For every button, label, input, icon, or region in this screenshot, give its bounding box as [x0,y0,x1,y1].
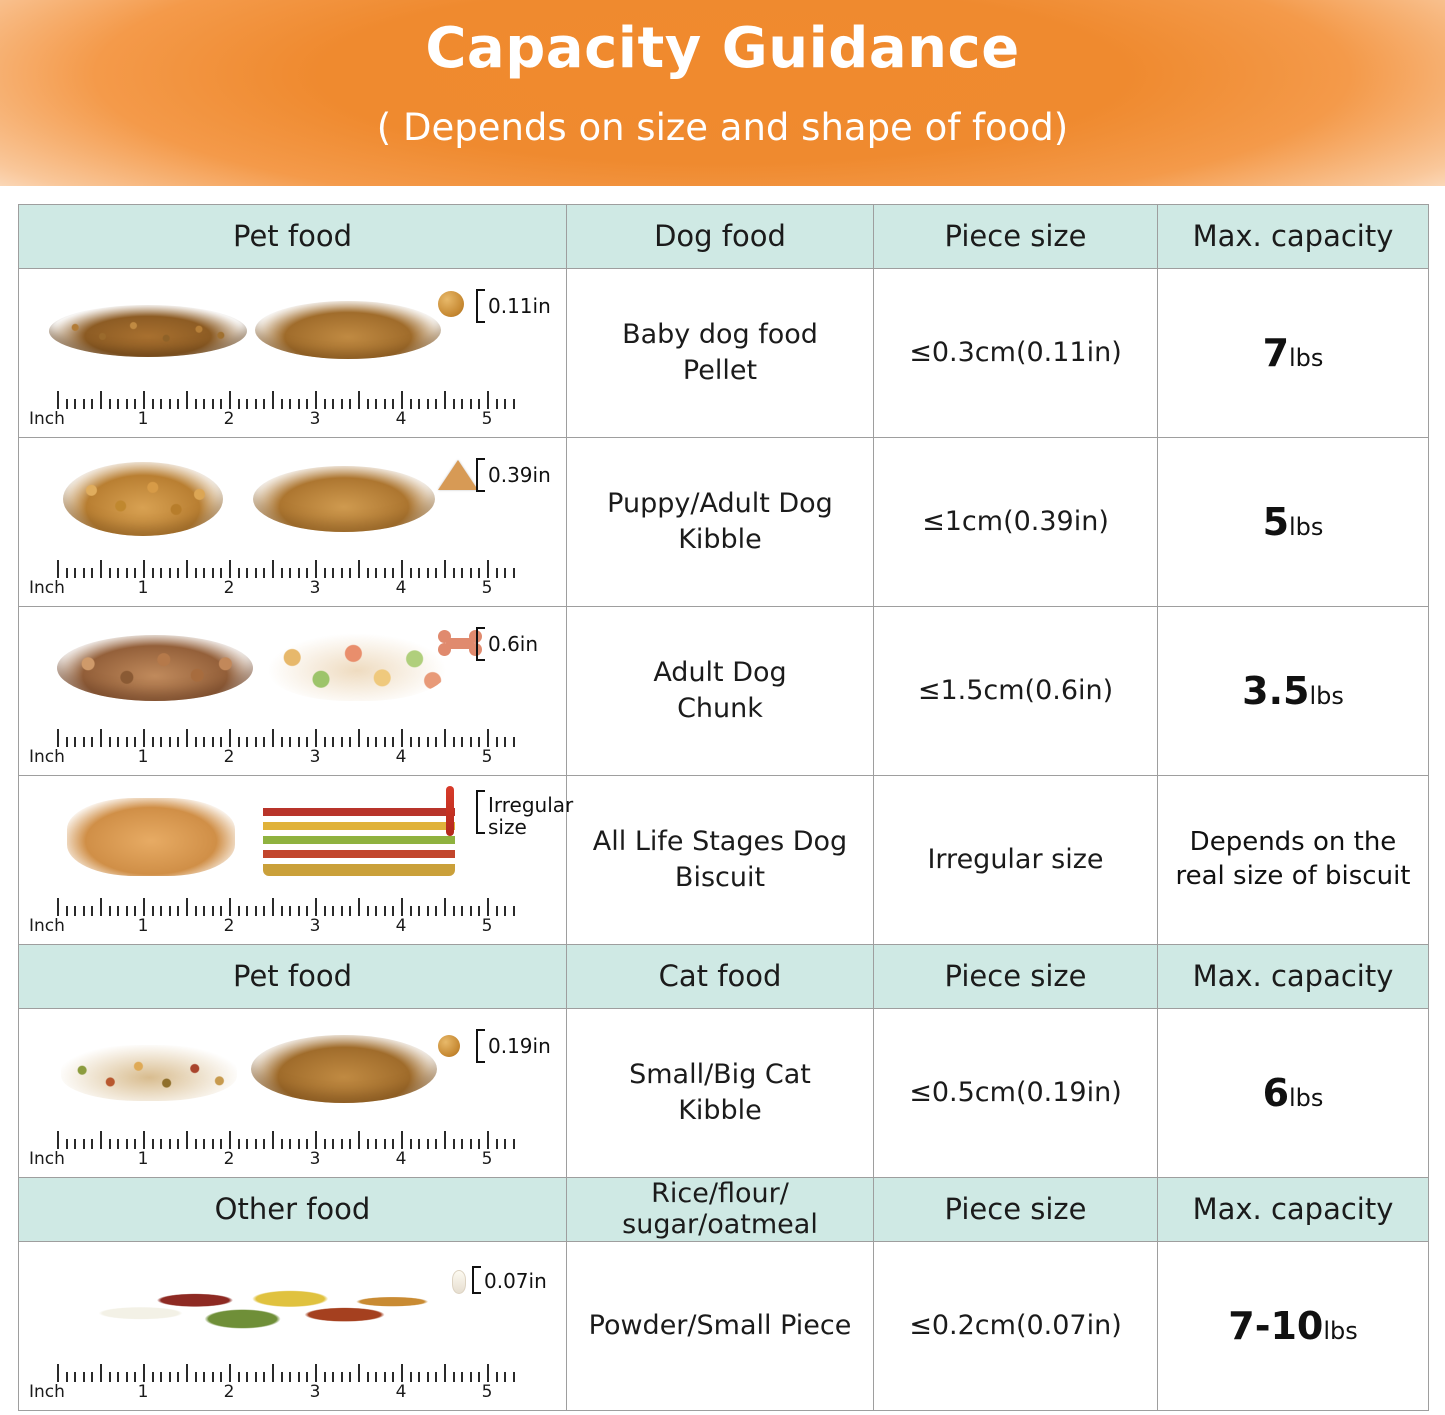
header-dog-food: Dog food [567,205,874,269]
piece-size-label: 0.07in [484,1269,547,1293]
ruler-unit-label: Inch [29,747,65,767]
sample-cell [19,607,567,776]
piece-size-cell: ≤0.5cm(0.19in) [874,1009,1158,1178]
header-max-capacity: Max. capacity [1158,205,1429,269]
ruler-ticks [57,387,550,409]
food-sticks-photo [263,802,455,876]
red-stick-icon [446,786,454,836]
sample-photo-group [19,1242,566,1410]
food-name-line1: Puppy/Adult Dog [607,487,833,519]
capacity-value: 5 [1262,500,1290,544]
ruler-label-2: 2 [223,578,235,598]
food-name-cell [567,1242,874,1411]
food-pile-photo [67,798,235,876]
piece-size-indicator [438,448,558,538]
ruler-label-2: 2 [223,747,235,767]
ruler-label-4: 4 [395,578,407,598]
ruler-label-2: 2 [223,1382,235,1402]
ruler-labels [29,747,550,767]
food-speckle [57,313,239,349]
food-speckle [67,643,243,695]
food-name-line2: Kibble [678,1095,762,1126]
measure-bracket-icon [476,790,485,834]
ruler-label-5: 5 [481,1382,493,1402]
section-header-dog-food [19,205,1429,269]
ruler-ticks [57,894,550,916]
piece-size-cell: Irregular size [874,776,1158,945]
header-other-food: Other food [19,1178,567,1242]
ruler-labels [29,1382,550,1402]
section-header-cat-food [19,945,1429,1009]
food-name-cell [567,438,874,607]
ruler-label-4: 4 [395,1382,407,1402]
grain-seed-icon [452,1270,466,1294]
capacity-unit: lbs [1289,513,1324,541]
ruler-label-2: 2 [223,409,235,429]
piece-size-cell: ≤0.3cm(0.11in) [874,269,1158,438]
ruler-label-2: 2 [223,1149,235,1169]
header-max-capacity: Max. capacity [1158,1178,1429,1242]
ruler-ticks [57,1127,550,1149]
table-row [19,1009,1429,1178]
ruler-unit-label: Inch [29,1149,65,1169]
ruler-label-5: 5 [481,578,493,598]
food-name-line1: Powder/Small Piece [588,1309,852,1341]
ruler-label-5: 5 [481,747,493,767]
piece-size-cell: ≤1cm(0.39in) [874,438,1158,607]
header-cat-food: Cat food [567,945,874,1009]
header-max-capacity: Max. capacity [1158,945,1429,1009]
sample-photo-group [19,776,574,944]
capacity-table-wrap [18,204,1428,1411]
piece-size-indicator [438,1019,558,1109]
header-rice-flour-line2: sugar/oatmeal [622,1208,818,1240]
capacity-cell [1158,776,1429,945]
ruler-label-3: 3 [309,578,321,598]
piece-size-indicator [438,786,574,876]
measure-bracket-icon [476,627,485,661]
piece-size-label: 0.6in [488,632,539,656]
ruler-label-1: 1 [137,1149,149,1169]
capacity-cell [1158,607,1429,776]
sample-photo-group [19,269,566,437]
capacity-note-line1: Depends on the [1189,827,1397,858]
round-pellet-icon [438,1035,460,1057]
header-rice-flour-line1: Rice/flour/ [651,1178,789,1210]
table-row [19,607,1429,776]
ruler [29,894,550,940]
ruler-unit-label: Inch [29,1382,65,1402]
capacity-note-line2: real size of biscuit [1175,861,1411,891]
piece-size-label-line1: Irregular [488,793,574,817]
header-piece-size: Piece size [874,945,1158,1009]
ruler-labels [29,1149,550,1169]
ruler-label-5: 5 [481,916,493,936]
piece-size-label: 0.19in [488,1034,551,1058]
food-name-line2: Pellet [682,355,758,386]
food-pile-photo [61,1045,237,1101]
ruler-ticks [57,556,550,578]
measure-bracket-icon [476,1029,485,1063]
ruler [29,387,550,433]
sample-cell [19,1009,567,1178]
ruler-label-3: 3 [309,916,321,936]
piece-size-label-line2: size [488,815,527,839]
piece-size-label: 0.39in [488,463,551,487]
capacity-unit: lbs [1289,344,1324,372]
food-name-cell [567,1009,874,1178]
food-name-cell [567,776,874,945]
ruler-label-2: 2 [223,916,235,936]
capacity-value: 7 [1262,331,1290,375]
food-name-line1: Adult Dog [653,656,787,688]
piece-size-cell: ≤1.5cm(0.6in) [874,607,1158,776]
ruler-label-5: 5 [481,1149,493,1169]
ruler-label-1: 1 [137,916,149,936]
ruler-label-3: 3 [309,1382,321,1402]
food-pile-photo [253,466,435,532]
table-row [19,438,1429,607]
food-name-line1: Small/Big Cat [629,1058,811,1090]
ruler-label-1: 1 [137,409,149,429]
page-subtitle: ( Depends on size and shape of food) [376,106,1069,149]
piece-size-indicator [438,1252,558,1342]
ruler-label-4: 4 [395,916,407,936]
capacity-value: 7-10 [1228,1304,1324,1348]
ruler [29,556,550,602]
sample-photo-group [19,1009,566,1177]
triangle-kibble-icon [438,460,478,490]
ruler-ticks [57,725,550,747]
sample-cell [19,776,574,945]
capacity-unit: lbs [1323,1317,1358,1345]
food-pile-photo [255,301,441,359]
ruler-label-1: 1 [137,747,149,767]
ruler-unit-label: Inch [29,916,65,936]
page-header [0,0,1445,186]
piece-size-indicator [438,617,558,707]
food-name-cell [567,269,874,438]
piece-size-indicator [438,279,558,369]
ruler-label-3: 3 [309,1149,321,1169]
table-row [19,1242,1429,1411]
capacity-cell [1158,438,1429,607]
sample-cell [19,269,567,438]
sample-cell [19,1242,567,1411]
ruler [29,725,550,771]
table-row [19,269,1429,438]
food-pile-photo [267,633,447,701]
ruler-labels [29,916,550,936]
measure-bracket-icon [472,1266,481,1294]
capacity-value: 6 [1262,1071,1290,1115]
food-speckle [71,470,217,528]
piece-size-label [488,794,573,838]
section-header-other-food [19,1178,1429,1242]
sample-photo-group [19,607,566,775]
header-pet-food: Pet food [19,945,567,1009]
ruler-label-4: 4 [395,747,407,767]
ruler-unit-label: Inch [29,409,65,429]
capacity-table [18,204,1429,1411]
header-piece-size: Piece size [874,1178,1158,1242]
capacity-unit: lbs [1309,682,1344,710]
food-name-line1: All Life Stages Dog [592,825,848,857]
ruler-label-4: 4 [395,1149,407,1169]
food-name-line2: Kibble [678,524,762,555]
ruler-label-3: 3 [309,747,321,767]
ruler-label-1: 1 [137,578,149,598]
measure-bracket-icon [476,289,485,323]
food-name-line1: Baby dog food [622,318,818,350]
ruler-label-4: 4 [395,409,407,429]
capacity-unit: lbs [1289,1084,1324,1112]
piece-size-cell: ≤0.2cm(0.07in) [874,1242,1158,1411]
sample-cell [19,438,567,607]
food-name-line2: Biscuit [674,862,766,893]
capacity-value: 3.5 [1242,669,1310,713]
sample-photo-group [19,438,566,606]
round-pellet-icon [438,291,464,317]
header-piece-size: Piece size [874,205,1158,269]
food-pile-photo [251,1035,437,1103]
page-title: Capacity Guidance [425,16,1020,81]
measure-bracket-icon [476,458,485,492]
header-rice-flour [567,1178,874,1242]
header-pet-food: Pet food [19,205,567,269]
capacity-cell [1158,1009,1429,1178]
capacity-cell [1158,1242,1429,1411]
ruler [29,1127,550,1173]
piece-size-label: 0.11in [488,294,551,318]
ruler-unit-label: Inch [29,578,65,598]
grain-pile-photo [93,1270,433,1342]
ruler-labels [29,578,550,598]
food-name-cell [567,607,874,776]
food-name-line2: Chunk [677,693,763,724]
capacity-cell [1158,269,1429,438]
ruler-labels [29,409,550,429]
table-row [19,776,1429,945]
ruler-label-3: 3 [309,409,321,429]
ruler-label-5: 5 [481,409,493,429]
ruler-ticks [57,1360,550,1382]
ruler [29,1360,550,1406]
ruler-label-1: 1 [137,1382,149,1402]
